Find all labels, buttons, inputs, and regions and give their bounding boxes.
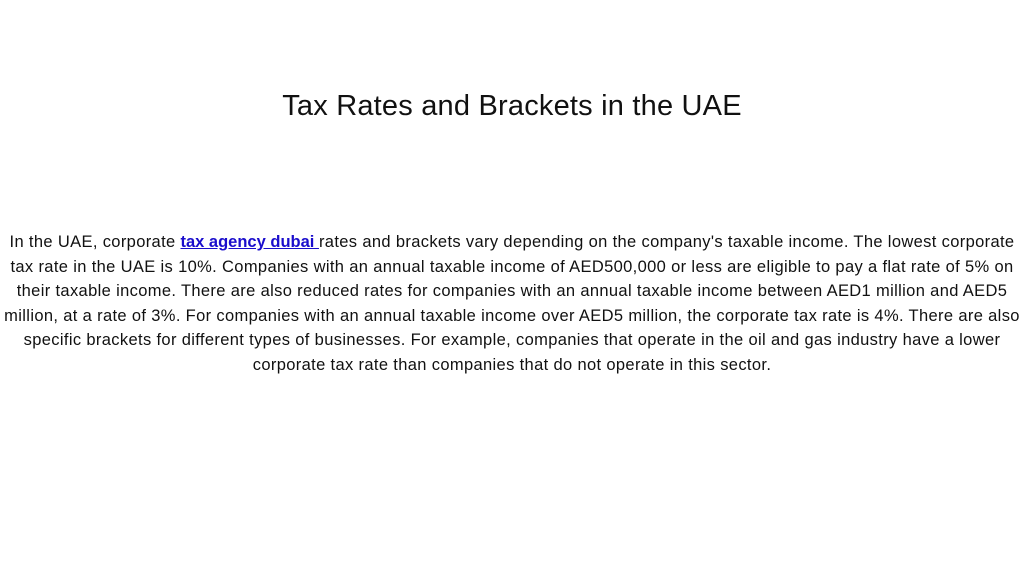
paragraph-body-text: rates and brackets vary depending on the company's taxable income. The lowest corporate tax rate in the UAE is 10%. Companies with an annual taxable income of AED500,000 or less are eligible to pay a flat rate of 5% on their taxable income. There are also reduced rates for companies with an annual taxable income between AED1 million and AED5 million, at a rate of 3%. For companies with an annual taxable income over AED5 million, the corporate tax rate is 4%. There are also specific brackets for different types of businesses. For example, companies that operate in the oil and gas industry have a lower corporate tax rate than companies that do not operate in this sector. — [4, 233, 1020, 374]
body-paragraph — [0, 230, 1024, 377]
page-title: Tax Rates and Brackets in the UAE — [282, 90, 742, 122]
tax-agency-dubai-link[interactable]: tax agency dubai — [180, 233, 319, 251]
paragraph-intro-text: In the UAE, corporate — [9, 233, 181, 251]
